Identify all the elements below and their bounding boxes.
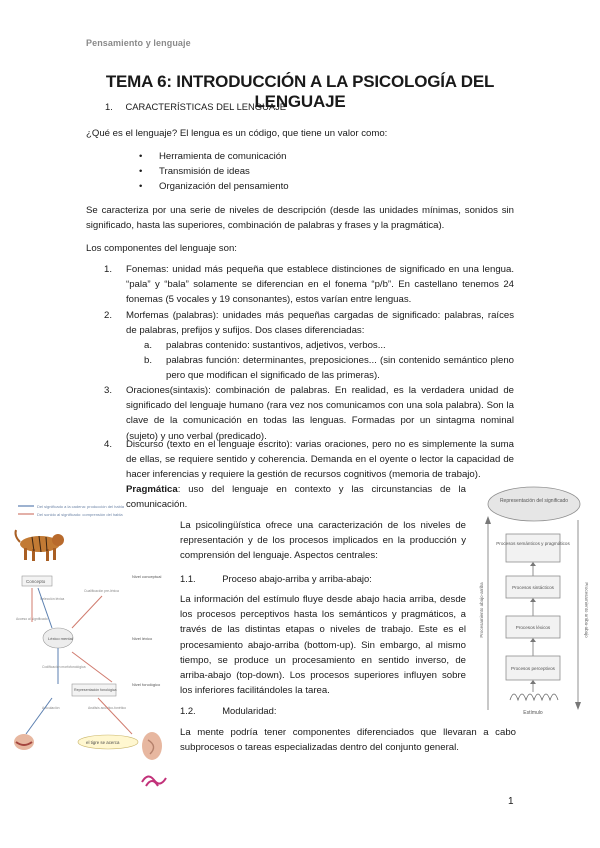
lexicon-in-label: Acceso al significado (16, 617, 48, 621)
meaning-cloud (488, 487, 580, 521)
item-number: 4. (104, 439, 113, 450)
item-text: Morfemas (palabras): unidades más pequeñas cargadas de significado: palabras, raíces de palabras, prefijos y sufijos. Dos clases diferenciadas: (126, 310, 514, 337)
nivel-conceptual-label: Nivel conceptual (132, 574, 162, 579)
anal-label: Análisis acústico-fonético (88, 706, 127, 710)
wave-doodle (142, 776, 166, 786)
pragmatica-term: Pragmática (126, 484, 178, 495)
bullet-item: • Transmisión de ideas (139, 164, 439, 179)
subitem-marker: a. (144, 340, 153, 351)
component-item-fonemas (104, 262, 514, 308)
speech-model-figure (12, 496, 170, 796)
box-sintacticos-label: Procesos sintácticos (512, 585, 554, 590)
artic-label: Articulación (42, 706, 60, 710)
subsection-heading-1-1 (180, 573, 372, 584)
mouth-image (14, 734, 34, 750)
stimulus-label: Estímulo (523, 710, 543, 716)
subsection-label: Proceso abajo-arriba y arriba-abajo: (222, 573, 372, 584)
page-number: 1 (508, 796, 514, 807)
morpheme-subitem-b (144, 353, 514, 383)
item-number: 2. (104, 310, 113, 321)
cualif-label: Cualificación pre-léxica (84, 589, 119, 593)
concept-label: Concepto (26, 579, 46, 584)
left-axis-label: Procesamiento abajo-arriba (479, 582, 484, 638)
section-number: 1. (105, 101, 113, 112)
legend-comprehension: Del sonido al significado: comprensión del habla (37, 512, 123, 517)
nivel-lexico-label: Nivel léxico (132, 636, 153, 641)
processing-diagram (474, 480, 592, 720)
right-axis-label: Procesamiento arriba-abajo (584, 582, 589, 638)
box-lexicos-label: Procesos léxicos (515, 625, 551, 630)
modularity-paragraph: La mente podría tener componentes diferenciados que llevaran a cabo subprocesos o tareas especializadas dentro del conjunto general. (180, 727, 516, 754)
item-text: Fonemas: unidad más pequeña que establece distinciones de significado en una lengua. “pala” y “bala” solamente se diferencian en el fonema “p/b”. En castellano tenemos 24 fonemas (5 vocales y 19 consonantes), estos varían entre lenguas. (126, 264, 514, 306)
component-item-discurso (104, 437, 514, 483)
running-header: Pensamiento y lenguaje (86, 38, 191, 48)
subsection-label: Modularidad: (222, 705, 277, 716)
tiger-image (16, 530, 65, 561)
section-heading (105, 101, 286, 112)
value-bullets (139, 149, 439, 195)
components-intro: Los componentes del lenguaje son: (86, 243, 237, 254)
subitem-text: palabras función: determinantes, preposiciones... (sin contenido semántico pleno pero que modifican el significado de las primeras). (166, 355, 514, 382)
nivel-fonologico-label: Nivel fonológico (132, 682, 161, 687)
ear-image (142, 732, 162, 760)
figure-legend (18, 504, 125, 517)
subsection-number: 1.2. (180, 705, 196, 716)
subsection-heading-1-2 (180, 705, 276, 716)
selec-label: Selección léxica (40, 597, 65, 601)
subitem-text: palabras contenido: sustantivos, adjetivos, verbos... (166, 340, 386, 351)
morpheme-subitem-a (144, 338, 514, 353)
item-number: 1. (104, 264, 113, 275)
intro-text: ¿Qué es el lenguaje? El lengua es un código, que tiene un valor como: (86, 128, 388, 139)
component-item-morfemas (104, 308, 514, 338)
section-label: CARACTERÍSTICAS DEL LENGUAJE (125, 101, 287, 112)
pragmatica-item (126, 482, 466, 512)
codif-label: Codificación morfofonológica (42, 665, 86, 669)
levels-paragraph: Se caracteriza por una serie de niveles de descripción (desde las unidades mínimas, sonidos sin significado, hasta las superiores, combinación de palabras y frases y la pragmática). (86, 205, 514, 232)
subitem-marker: b. (144, 355, 153, 366)
item-number: 3. (104, 385, 113, 396)
page-title: TEMA 6: INTRODUCCIÓN A LA PSICOLOGÍA DEL LENGUAJE (105, 72, 495, 111)
bullet-item: • Herramienta de comunicación (139, 149, 439, 164)
item-text: Oraciones(sintaxis): combinación de palabras. En realidad, es la verdadera unidad de significado del lenguaje humano (rara vez nos comunicamos con una sola palabra). Son la clave de la comunicación en todas las lenguas. Formadas por un sintagma nominal (sujeto) y uno verbal (predicado). (126, 385, 514, 442)
item-text: Discurso (texto en el lenguaje escrito): varias oraciones, pero no es simplemente la suma de ellas, se requiere sentido y coherencia. Demanda en el oyente o lector la capacidad de hacer inferencias y requiere la gestión de recursos cognitivos (memoria de trabajo). (126, 439, 514, 481)
box-semanticos (506, 534, 560, 562)
pragmatica-definition: : uso del lenguaje en contexto y las circunstancias de la comunicación. (126, 484, 466, 511)
stimulus-wave (510, 694, 558, 700)
speech-bubble-text: el tigre se acerca (86, 740, 120, 745)
psicolinguistica-paragraph: La psicolingüística ofrece una caracterización de los niveles de representación y de los procesos implicados en la producción y comprensión del lenguaje. Aspectos centrales: (180, 520, 466, 562)
box-perceptivos-label: Procesos perceptivos (511, 666, 555, 671)
lexicon-label: Léxico mental (48, 636, 73, 641)
box-semanticos-label: Procesos semánticos y pragmáticos (496, 541, 570, 546)
bullet-item: • Organización del pensamiento (139, 179, 439, 194)
legend-production: Del significado a la cadena: producción del habla (37, 504, 124, 509)
processing-paragraph: La información del estímulo fluye desde abajo hacia arriba, desde los procesos perceptivos hasta los semánticos y pragmáticos, a través de las distintas etapas o niveles de trabajo. Este es el procesamiento abajo-arriba (bottom-up). Sin embargo, al mismo tiempo, se produce un procesamiento en sentido inverso, de arriba-abajo (top-down). Los procesos superiores influyen sobre los inferiores facilitándoles la tarea. (180, 594, 466, 697)
meaning-label: Representación del significado (499, 498, 569, 504)
component-item-oraciones (104, 383, 514, 444)
subsection-number: 1.1. (180, 573, 196, 584)
repr-fonologica-label: Representación fonológica (74, 688, 117, 692)
